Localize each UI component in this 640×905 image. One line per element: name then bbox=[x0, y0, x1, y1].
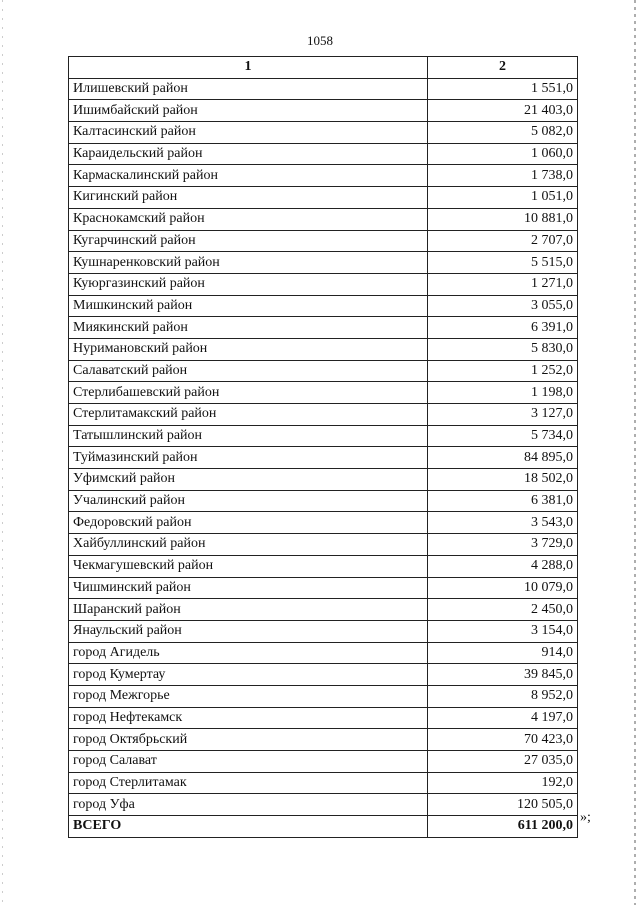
row-value-cell: 1 198,0 bbox=[428, 382, 578, 404]
row-name-cell: Кугарчинский район bbox=[69, 230, 428, 252]
row-value-cell: 10 079,0 bbox=[428, 577, 578, 599]
row-name-cell: Чекмагушевский район bbox=[69, 555, 428, 577]
row-value-cell: 21 403,0 bbox=[428, 100, 578, 122]
table-header-row bbox=[69, 57, 578, 79]
table-row bbox=[69, 664, 578, 686]
column-header-1: 1 bbox=[69, 57, 428, 79]
table-row bbox=[69, 317, 578, 339]
row-value-cell: 1 738,0 bbox=[428, 165, 578, 187]
row-name-cell: Шаранский район bbox=[69, 599, 428, 621]
row-name-cell: Янаульский район bbox=[69, 620, 428, 642]
row-value-cell: 70 423,0 bbox=[428, 729, 578, 751]
row-name-cell: Кушнаренковский район bbox=[69, 252, 428, 274]
table-row bbox=[69, 512, 578, 534]
row-name-cell: город Агидель bbox=[69, 642, 428, 664]
row-name-cell: Калтасинский район bbox=[69, 122, 428, 144]
row-value-cell: 1 271,0 bbox=[428, 273, 578, 295]
table-row bbox=[69, 295, 578, 317]
table-row bbox=[69, 382, 578, 404]
row-value-cell: 1 252,0 bbox=[428, 360, 578, 382]
table-row bbox=[69, 794, 578, 816]
closing-quote-mark: »; bbox=[580, 810, 591, 825]
total-value: 611 200,0 bbox=[428, 816, 578, 838]
row-value-cell: 3 154,0 bbox=[428, 620, 578, 642]
row-name-cell: Салаватский район bbox=[69, 360, 428, 382]
row-value-cell: 1 551,0 bbox=[428, 78, 578, 100]
page-number: 1058 bbox=[307, 33, 333, 48]
row-name-cell: Ишимбайский район bbox=[69, 100, 428, 122]
table-row bbox=[69, 187, 578, 209]
row-name-cell: Татышлинский район bbox=[69, 425, 428, 447]
row-name-cell: Караидельский район bbox=[69, 143, 428, 165]
table-row bbox=[69, 490, 578, 512]
row-value-cell: 5 082,0 bbox=[428, 122, 578, 144]
row-name-cell: Туймазинский район bbox=[69, 447, 428, 469]
row-name-cell: город Кумертау bbox=[69, 664, 428, 686]
row-value-cell: 1 060,0 bbox=[428, 143, 578, 165]
table-row bbox=[69, 729, 578, 751]
table-row bbox=[69, 469, 578, 491]
row-name-cell: Миякинский район bbox=[69, 317, 428, 339]
table-row bbox=[69, 620, 578, 642]
table-row bbox=[69, 447, 578, 469]
row-value-cell: 5 515,0 bbox=[428, 252, 578, 274]
table-row bbox=[69, 230, 578, 252]
row-name-cell: Кармаскалинский район bbox=[69, 165, 428, 187]
table-row bbox=[69, 642, 578, 664]
table-row bbox=[69, 534, 578, 556]
row-value-cell: 6 391,0 bbox=[428, 317, 578, 339]
table-row bbox=[69, 252, 578, 274]
table-row bbox=[69, 143, 578, 165]
table-row bbox=[69, 273, 578, 295]
row-name-cell: Стерлибашевский район bbox=[69, 382, 428, 404]
row-name-cell: город Нефтекамск bbox=[69, 707, 428, 729]
table-row bbox=[69, 404, 578, 426]
row-name-cell: город Салават bbox=[69, 751, 428, 773]
row-value-cell: 3 729,0 bbox=[428, 534, 578, 556]
row-name-cell: город Уфа bbox=[69, 794, 428, 816]
table-row bbox=[69, 78, 578, 100]
row-name-cell: город Стерлитамак bbox=[69, 772, 428, 794]
table-row bbox=[69, 577, 578, 599]
row-value-cell: 120 505,0 bbox=[428, 794, 578, 816]
column-header-2: 2 bbox=[428, 57, 578, 79]
row-value-cell: 5 830,0 bbox=[428, 338, 578, 360]
row-value-cell: 18 502,0 bbox=[428, 469, 578, 491]
data-table bbox=[68, 56, 578, 838]
row-name-cell: Краснокамский район bbox=[69, 208, 428, 230]
table-row bbox=[69, 599, 578, 621]
scan-edge-left bbox=[2, 0, 3, 905]
table-row bbox=[69, 122, 578, 144]
table-row bbox=[69, 165, 578, 187]
table-row bbox=[69, 685, 578, 707]
table-row bbox=[69, 772, 578, 794]
total-label: ВСЕГО bbox=[69, 816, 428, 838]
row-name-cell: Кигинский район bbox=[69, 187, 428, 209]
row-name-cell: Хайбуллинский район bbox=[69, 534, 428, 556]
table-row bbox=[69, 707, 578, 729]
row-value-cell: 2 450,0 bbox=[428, 599, 578, 621]
row-value-cell: 914,0 bbox=[428, 642, 578, 664]
total-row bbox=[69, 816, 578, 838]
row-name-cell: Федоровский район bbox=[69, 512, 428, 534]
table-row bbox=[69, 360, 578, 382]
row-value-cell: 2 707,0 bbox=[428, 230, 578, 252]
row-name-cell: Стерлитамакский район bbox=[69, 404, 428, 426]
row-value-cell: 84 895,0 bbox=[428, 447, 578, 469]
table-row bbox=[69, 338, 578, 360]
row-name-cell: Куюргазинский район bbox=[69, 273, 428, 295]
row-value-cell: 3 055,0 bbox=[428, 295, 578, 317]
row-value-cell: 1 051,0 bbox=[428, 187, 578, 209]
row-value-cell: 6 381,0 bbox=[428, 490, 578, 512]
row-name-cell: Мишкинский район bbox=[69, 295, 428, 317]
row-value-cell: 10 881,0 bbox=[428, 208, 578, 230]
row-value-cell: 4 197,0 bbox=[428, 707, 578, 729]
table-row bbox=[69, 100, 578, 122]
row-value-cell: 39 845,0 bbox=[428, 664, 578, 686]
row-name-cell: Уфимский район bbox=[69, 469, 428, 491]
row-name-cell: Учалинский район bbox=[69, 490, 428, 512]
table-row bbox=[69, 208, 578, 230]
row-value-cell: 3 543,0 bbox=[428, 512, 578, 534]
table-row bbox=[69, 425, 578, 447]
row-name-cell: Чишминский район bbox=[69, 577, 428, 599]
row-name-cell: город Октябрьский bbox=[69, 729, 428, 751]
row-value-cell: 192,0 bbox=[428, 772, 578, 794]
row-value-cell: 8 952,0 bbox=[428, 685, 578, 707]
scan-edge-right bbox=[634, 0, 636, 905]
row-value-cell: 27 035,0 bbox=[428, 751, 578, 773]
row-value-cell: 3 127,0 bbox=[428, 404, 578, 426]
table-row bbox=[69, 751, 578, 773]
row-value-cell: 4 288,0 bbox=[428, 555, 578, 577]
row-value-cell: 5 734,0 bbox=[428, 425, 578, 447]
table-row bbox=[69, 555, 578, 577]
row-name-cell: Илишевский район bbox=[69, 78, 428, 100]
row-name-cell: Нуримановский район bbox=[69, 338, 428, 360]
row-name-cell: город Межгорье bbox=[69, 685, 428, 707]
